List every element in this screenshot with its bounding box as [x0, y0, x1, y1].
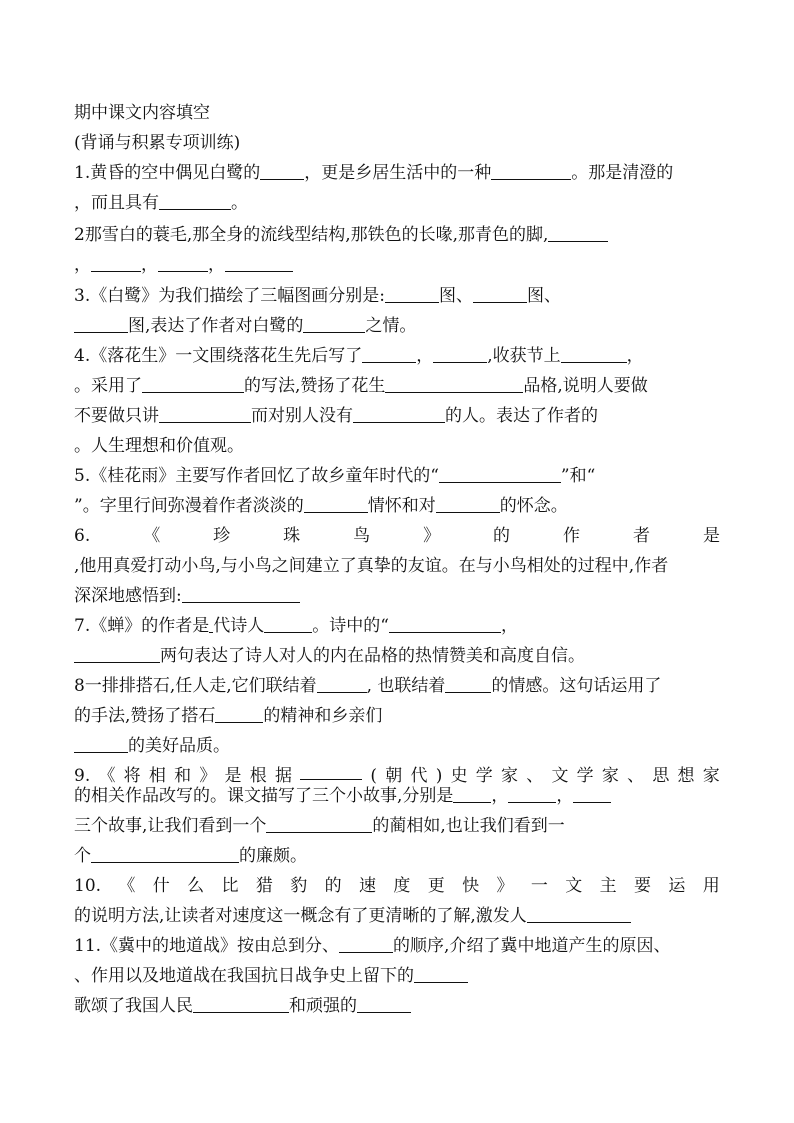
text: 5.《桂花雨》主要写作者回忆了故乡童年时代的“ [74, 466, 439, 486]
text: 的廉颇。 [239, 846, 307, 866]
answer-blank[interactable] [182, 586, 300, 603]
answer-blank[interactable] [357, 996, 411, 1013]
text: 将 [123, 766, 141, 786]
text: 》 [423, 526, 441, 546]
text: 据 [274, 766, 292, 786]
text: 歌颂了我国人民 [74, 996, 193, 1016]
text: 家 [601, 766, 619, 786]
text: 豹 [290, 876, 308, 896]
text: 》 [496, 876, 514, 896]
text: 猎 [255, 876, 273, 896]
answer-blank[interactable] [264, 616, 312, 633]
answer-blank[interactable] [193, 996, 289, 1013]
text: 珠 [283, 526, 301, 546]
answer-blank[interactable] [385, 376, 523, 393]
text: 度 [393, 876, 411, 896]
text: ，更是乡居生活中的一种 [304, 163, 492, 183]
text: 者 [632, 526, 650, 546]
text: 、 [526, 766, 544, 786]
answer-blank[interactable] [304, 496, 368, 513]
text: 11.《冀中的地道战》按由总到分、 [74, 936, 340, 956]
text: 和 [174, 766, 192, 786]
text: 三个故事,让我们看到一个 [74, 816, 267, 836]
answer-blank[interactable] [74, 316, 128, 333]
text: 的蔺相如,也让我们看到一 [372, 816, 565, 836]
question-9-line-4 [74, 843, 307, 869]
text: 朝 [385, 766, 403, 786]
question-9-line-3 [74, 813, 565, 839]
answer-blank[interactable] [260, 163, 304, 180]
question-2-line-2 [74, 252, 293, 278]
question-6-line-3 [74, 583, 300, 609]
question-3-line-2 [74, 313, 416, 339]
answer-blank[interactable] [159, 193, 231, 210]
text: ( [370, 766, 378, 786]
answer-blank[interactable] [414, 966, 468, 983]
text: 作 [563, 526, 581, 546]
answer-blank[interactable] [548, 225, 608, 242]
text: 的美好品质。 [128, 736, 230, 756]
text: 图、 [526, 286, 561, 306]
answer-blank[interactable] [159, 406, 251, 423]
text: 学 [576, 766, 594, 786]
text: 品格,说明人要做 [523, 376, 648, 396]
question-4-line-2 [74, 373, 648, 399]
answer-blank[interactable] [362, 346, 416, 363]
text: 比 [221, 876, 239, 896]
answer-blank[interactable] [439, 466, 561, 483]
text: 、作用以及地道战在我国抗日战争史上留下的 [74, 966, 414, 986]
text: 文 [565, 876, 583, 896]
answer-blank[interactable] [74, 736, 128, 753]
question-5-line-1 [74, 463, 595, 489]
answer-blank[interactable] [158, 255, 208, 272]
text: 2那雪白的蓑毛,那全身的流线型结构,那铁色的长喙,那青色的脚, [74, 225, 549, 245]
text: 是 [224, 766, 242, 786]
text: 和顽强的 [289, 996, 357, 1016]
question-11-line-2 [74, 963, 468, 989]
text: 的顺序,介绍了冀中地道产生的原因、 [393, 936, 671, 956]
text: 、 [627, 766, 645, 786]
text: 8一排排搭石,任人走,它们联结着 [74, 676, 317, 696]
answer-blank[interactable] [215, 706, 263, 723]
text: , 也联结着 [366, 676, 446, 696]
text: 的精神和乡亲们 [263, 706, 383, 726]
text: 。 [231, 193, 248, 213]
answer-blank[interactable] [91, 255, 141, 272]
page-subtitle: (背诵与积累专项训练) [74, 133, 241, 153]
text: 的怀念。 [499, 496, 568, 516]
text: 家 [501, 766, 519, 786]
text: 两句表达了诗人对人的内在品格的热情赞美和高度自信。 [160, 646, 585, 666]
text: 图,表达了作者对白鹭的 [128, 316, 304, 336]
answer-blank[interactable] [436, 496, 500, 513]
text: 一 [530, 876, 548, 896]
text: ”和“ [560, 466, 596, 486]
text: 快 [462, 876, 480, 896]
question-7-line-2 [74, 643, 585, 669]
text: 运 [668, 876, 686, 896]
text: 的 [324, 876, 342, 896]
text: ， [491, 786, 509, 806]
question-10-line-1 [74, 873, 720, 899]
question-3-line-1 [74, 283, 561, 309]
text: 9. [74, 766, 91, 786]
text: 情怀和对 [367, 496, 436, 516]
answer-blank[interactable] [491, 163, 571, 180]
text: 思 [652, 766, 670, 786]
question-6-line-1 [74, 523, 720, 549]
question-6-line-2: ,他用真爱打动小鸟,与小鸟之间建立了真挚的友谊。在与小鸟相处的过程中,作者 [74, 556, 669, 576]
question-1-line-1 [74, 160, 673, 186]
text: ，而且具有 [74, 193, 159, 213]
answer-blank[interactable] [91, 846, 239, 863]
text: 珍 [213, 526, 231, 546]
answer-blank[interactable] [561, 346, 627, 363]
answer-blank[interactable] [385, 286, 439, 303]
text: 6. [74, 526, 91, 546]
text: 什 [152, 876, 170, 896]
text: 1.黄昏的空中偶见白鹭的 [74, 163, 261, 183]
answer-blank[interactable] [74, 646, 160, 663]
text: 更 [427, 876, 445, 896]
question-8-line-3 [74, 733, 230, 759]
text: 史 [450, 766, 468, 786]
text: 的情感。这句话运用了 [491, 676, 662, 696]
text: 的 [493, 526, 511, 546]
text: 。采用了 [74, 376, 142, 396]
text: ,收获节上 [487, 346, 561, 366]
text: ， [141, 255, 158, 275]
question-4-line-4: 。人生理想和价值观。 [74, 436, 244, 456]
text: 不要做只讲 [74, 406, 159, 426]
answer-blank[interactable] [573, 786, 611, 803]
text: 的人。表达了作者的 [445, 406, 598, 426]
text: 深深地感悟到: [74, 586, 182, 606]
text: 》 [199, 766, 217, 786]
text: 而对别人没有 [251, 406, 353, 426]
answer-blank[interactable] [433, 346, 487, 363]
text: 《 [143, 526, 161, 546]
text: ， [416, 346, 434, 366]
text: 的说明方法,让读者对速度这一概念有了更清晰的了解,激发人 [74, 906, 527, 926]
text: 要 [634, 876, 652, 896]
text: 。诗中的“ [312, 616, 389, 636]
text: 的相关作品改写的。课文描写了三个小故事,分别是 [74, 786, 454, 806]
answer-blank[interactable] [473, 286, 527, 303]
text: 4.《落花生》一文围绕落花生先后写了 [74, 346, 363, 366]
text: 图、 [438, 286, 473, 306]
text: 《 [118, 876, 136, 896]
question-5-line-2 [74, 493, 568, 519]
question-7-line-1 [74, 613, 518, 639]
text: ”。字里行间弥漫着作者淡淡的 [74, 496, 304, 516]
text: ， [500, 616, 518, 636]
text: 代诗人 [213, 616, 265, 636]
question-8-line-1 [74, 673, 661, 699]
question-8-line-2 [74, 703, 382, 729]
text: 文 [551, 766, 569, 786]
question-1-line-2 [74, 190, 248, 216]
text: 根 [249, 766, 267, 786]
text: 是 [702, 526, 720, 546]
question-10-line-2 [74, 903, 631, 929]
question-2-line-1 [74, 222, 608, 248]
answer-blank[interactable] [266, 816, 372, 833]
question-11-line-1 [74, 933, 670, 959]
answer-blank[interactable] [317, 676, 367, 693]
text: 。那是清澄的 [571, 163, 674, 183]
text: 主 [599, 876, 617, 896]
text: 鸟 [353, 526, 371, 546]
text: 想 [677, 766, 695, 786]
text: 个 [74, 846, 91, 866]
answer-blank[interactable] [303, 316, 365, 333]
question-9-line-2 [74, 783, 611, 809]
text: 么 [187, 876, 205, 896]
text: 的手法,赞扬了搭石 [74, 706, 216, 726]
text: 学 [475, 766, 493, 786]
answer-blank[interactable] [527, 906, 631, 923]
text: 10. [74, 876, 102, 896]
text: ) [435, 766, 443, 786]
text: 用 [702, 876, 720, 896]
text: 家 [702, 766, 720, 786]
answer-blank[interactable] [225, 255, 293, 272]
question-4-line-1 [74, 343, 644, 369]
answer-blank[interactable] [445, 676, 491, 693]
text: 相 [148, 766, 166, 786]
text: 的写法,赞扬了花生 [244, 376, 386, 396]
text: ， [626, 346, 644, 366]
text: 《 [98, 766, 116, 786]
answer-blank[interactable] [142, 376, 244, 393]
question-11-line-3 [74, 993, 411, 1019]
text: 7.《蝉》的作者是 [74, 616, 210, 636]
page-title: 期中课文内容填空 [74, 103, 210, 123]
answer-blank[interactable] [300, 763, 362, 780]
text: 3.《白鹭》为我们描绘了三幅图画分别是: [74, 286, 385, 306]
answer-blank[interactable] [508, 786, 556, 803]
text: ， [208, 255, 225, 275]
text: 速 [359, 876, 377, 896]
text: ， [556, 786, 574, 806]
answer-blank[interactable] [339, 936, 393, 953]
answer-blank[interactable] [353, 406, 445, 423]
text: 之情。 [365, 316, 417, 336]
answer-blank[interactable] [389, 616, 501, 633]
text: 代 [410, 766, 428, 786]
question-4-line-3 [74, 403, 598, 429]
answer-blank[interactable] [453, 786, 491, 803]
text: ， [74, 255, 91, 275]
